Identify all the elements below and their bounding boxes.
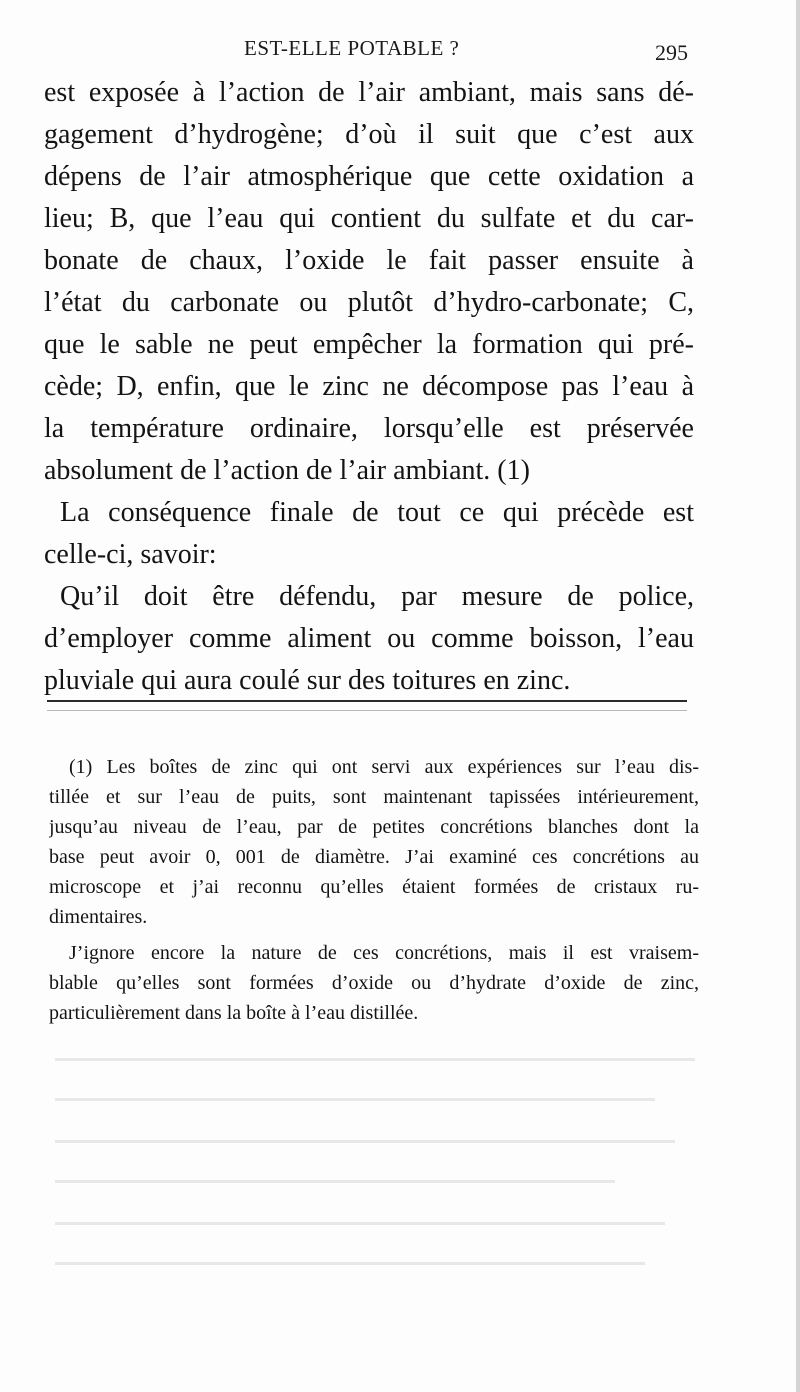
footnote-line: tillée et sur l’eau de puits, sont maintenant tapissées intérieurement, — [49, 786, 699, 808]
page-number: 295 — [655, 40, 688, 65]
body-line: La conséquence finale de tout ce qui précède est — [60, 497, 694, 528]
footnote-line: J’ignore encore la nature de ces concrétions, mais il est vraisem- — [69, 942, 699, 964]
footnote-rule-thin — [47, 710, 687, 711]
body-line: cède; D, enfin, que le zinc ne décompose pas l’eau à — [44, 371, 694, 402]
footnote-line: microscope et j’ai reconnu qu’elles étaient formées de cristaux ru- — [49, 876, 699, 898]
body-line: Qu’il doit être défendu, par mesure de police, — [60, 581, 694, 612]
body-line: d’employer comme aliment ou comme boisson, l’eau — [44, 623, 694, 654]
body-line: bonate de chaux, l’oxide le fait passer ensuite à — [44, 245, 694, 276]
body-text — [44, 72, 694, 702]
body-line: pluviale qui aura coulé sur des toitures en zinc. — [44, 665, 571, 696]
footnote-line: dimentaires. — [49, 906, 148, 928]
body-line: que le sable ne peut empêcher la formation qui pré- — [44, 329, 694, 360]
footnote-line: particulièrement dans la boîte à l’eau distillée. — [49, 1002, 419, 1024]
body-line: celle-ci, savoir: — [44, 539, 217, 570]
footnote-line: base peut avoir 0, 001 de diamètre. J’ai examiné ces concrétions au — [49, 846, 699, 868]
body-line: lieu; B, que l’eau qui contient du sulfate et du car- — [44, 203, 694, 234]
footnote-line: (1) Les boîtes de zinc qui ont servi aux expériences sur l’eau dis- — [69, 756, 699, 778]
footnote-rule — [47, 700, 687, 702]
footnote-line: blable qu’elles sont formées d’oxide ou d’hydrate d’oxide de zinc, — [49, 972, 699, 994]
body-line: l’état du carbonate ou plutôt d’hydro-carbonate; C, — [44, 287, 694, 318]
body-line: dépens de l’air atmosphérique que cette oxidation a — [44, 161, 694, 192]
running-head: EST-ELLE POTABLE ? — [244, 36, 460, 60]
scan-edge — [796, 0, 800, 1392]
footnote — [49, 752, 699, 1028]
body-line: gagement d’hydrogène; d’où il suit que c’est aux — [44, 119, 694, 150]
body-line: absolument de l’action de l’air ambiant. (1) — [44, 455, 530, 486]
footnote-line: jusqu’au niveau de l’eau, par de petites concrétions blanches dont la — [49, 816, 699, 838]
body-line: est exposée à l’action de l’air ambiant, mais sans dé- — [44, 77, 694, 108]
page-header — [0, 32, 800, 72]
body-line: la température ordinaire, lorsqu’elle est préservée — [44, 413, 694, 444]
